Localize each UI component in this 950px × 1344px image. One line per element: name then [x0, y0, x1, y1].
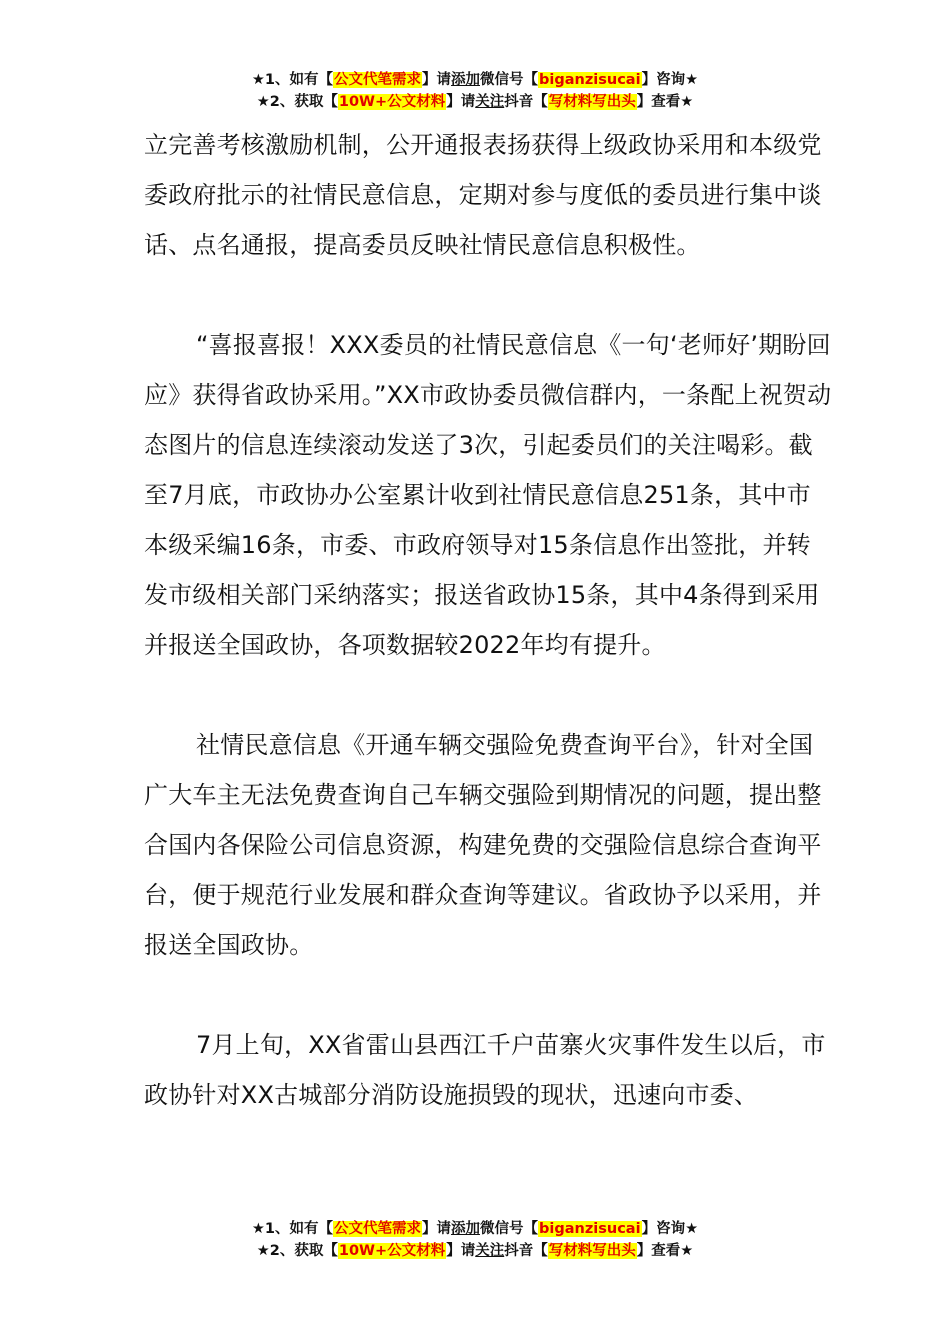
star-icon: ★: [680, 1243, 694, 1259]
highlight-service: 公文代笔需求: [334, 72, 422, 88]
paragraph-4: 7月上旬，XX省雷山县西江千户苗寨火灾事件发生以后，市政协针对XX古城部分消防设施损毁的现状，迅速向市委、: [144, 1031, 826, 1109]
highlight-materials: 10W+公文材料: [338, 94, 446, 110]
header-promo-banner: [0, 69, 950, 113]
promo-line-1: ★1、如有【公文代笔需求】请添加微信号【biganzisucai】咨询★: [251, 72, 699, 88]
highlight-douyin-account: 写材料写出头: [548, 1243, 636, 1259]
highlight-service: 公文代笔需求: [334, 1221, 422, 1237]
star-icon: ★: [680, 94, 694, 110]
highlight-wechat-id: biganzisucai: [539, 1221, 641, 1237]
star-icon: ★: [251, 72, 265, 88]
star-icon: ★: [685, 1221, 699, 1237]
paragraph-2: “喜报喜报！XXX委员的社情民意信息《一句‘老师好’期盼回应》获得省政协采用。”XX市政协委员微信群内，一条配上祝贺动态图片的信息连续滚动发送了3次，引起委员们的关注喝彩。截至7月底，市政协办公室累计收到社情民意信息251条，其中市本级采编16条，市委、市政府领导对15条信息作出签批，并转发市级相关部门采纳落实；报送省政协15条，其中4条得到采用并报送全国政协，各项数据较2022年均有提升。: [144, 331, 832, 659]
star-icon: ★: [251, 1221, 265, 1237]
document-body: [144, 120, 834, 1120]
promo-line-2: ★2、获取【10W+公文材料】请关注抖音【写材料写出头】查看★: [256, 1243, 694, 1259]
highlight-douyin-account: 写材料写出头: [548, 94, 636, 110]
highlight-wechat-id: biganzisucai: [539, 72, 641, 88]
footer-promo-banner: [0, 1218, 950, 1262]
paragraph-3: 社情民意信息《开通车辆交强险免费查询平台》，针对全国广大车主无法免费查询自己车辆交强险到期情况的问题，提出整合国内各保险公司信息资源，构建免费的交强险信息综合查询平台，便于规范行业发展和群众查询等建议。省政协予以采用，并报送全国政协。: [144, 731, 822, 959]
promo-line-2: ★2、获取【10W+公文材料】请关注抖音【写材料写出头】查看★: [256, 94, 694, 110]
star-icon: ★: [256, 94, 270, 110]
promo-line-1: ★1、如有【公文代笔需求】请添加微信号【biganzisucai】咨询★: [251, 1221, 699, 1237]
highlight-materials: 10W+公文材料: [338, 1243, 446, 1259]
star-icon: ★: [256, 1243, 270, 1259]
paragraph-1: 立完善考核激励机制，公开通报表扬获得上级政协采用和本级党委政府批示的社情民意信息，定期对参与度低的委员进行集中谈话、点名通报，提高委员反映社情民意信息积极性。: [144, 131, 822, 259]
star-icon: ★: [685, 72, 699, 88]
